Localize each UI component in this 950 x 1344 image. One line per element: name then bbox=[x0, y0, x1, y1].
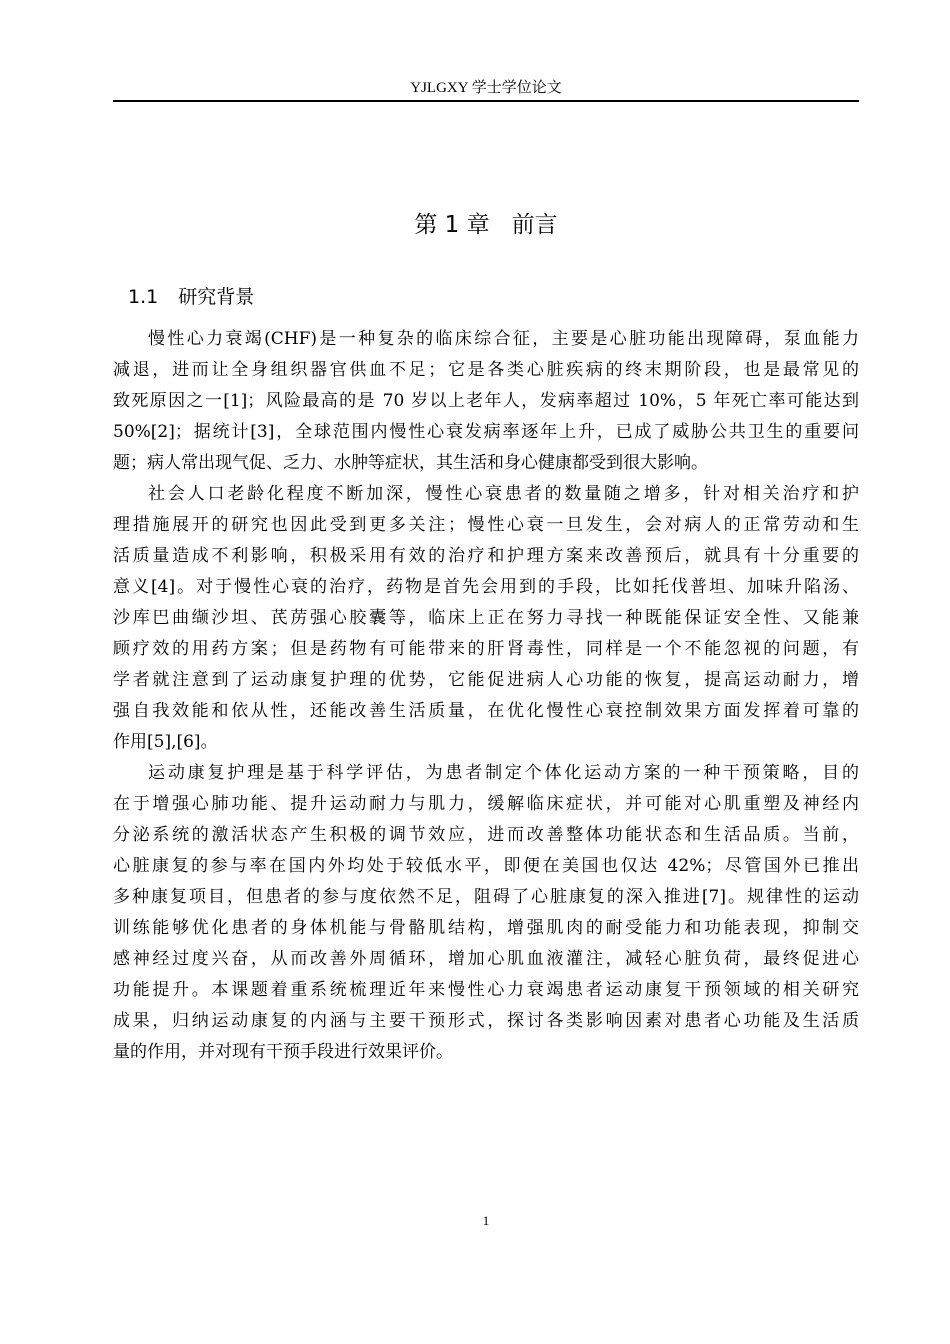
text-line: 顾疗效的用药方案；但是药物有可能带来的肝肾毒性，同样是一个不能忽视的问题，有 bbox=[113, 639, 859, 659]
text-line: 致死原因之一[1]；风险最高的是 70 岁以上老年人，发病率超过 10%，5 年死亡率可能达到 bbox=[113, 391, 859, 411]
text-line: 强自我效能和依从性，还能改善生活质量，在优化慢性心衰控制效果方面发挥着可靠的 bbox=[113, 701, 859, 721]
text-line: 减退，进而让全身组织器官供血不足；它是各类心脏疾病的终末期阶段，也是最常见的 bbox=[113, 360, 859, 380]
text-line: 多种康复项目，但患者的参与度依然不足，阻碍了心脏康复的深入推进[7]。规律性的运动 bbox=[113, 887, 859, 907]
text-line: 意义[4]。对于慢性心衰的治疗，药物是首先会用到的手段，比如托伐普坦、加味升陷汤、 bbox=[113, 577, 859, 597]
text-line: 分泌系统的激活状态产生积极的调节效应，进而改善整体功能状态和生活品质。当前， bbox=[113, 825, 859, 845]
text-line: 理措施展开的研究也因此受到更多关注；慢性心衰一旦发生，会对病人的正常劳动和生 bbox=[113, 515, 859, 535]
chapter-title bbox=[113, 210, 859, 240]
chapter-number: 第 1 章 bbox=[414, 212, 490, 238]
text-line: 功能提升。本课题着重系统梳理近年来慢性心力衰竭患者运动康复干预领域的相关研究 bbox=[113, 980, 859, 1000]
text-line: 训练能够优化患者的身体机能与骨骼肌结构，增强肌肉的耐受能力和功能表现，抑制交 bbox=[113, 918, 859, 938]
text-line: 题；病人常出现气促、乏力、水肿等症状，其生活和身心健康都受到很大影响。 bbox=[113, 453, 708, 473]
paragraph bbox=[113, 324, 859, 479]
paragraph bbox=[113, 479, 859, 758]
page-number: 1 bbox=[482, 1213, 490, 1228]
section-heading bbox=[128, 284, 254, 310]
text-line: 作用[5],[6]。 bbox=[113, 732, 218, 752]
section-name: 研究背景 bbox=[178, 286, 255, 308]
text-line: 50%[2]；据统计[3]，全球范围内慢性心衰发病率逐年上升，已成了威胁公共卫生的重要问 bbox=[113, 422, 859, 442]
text-line: 社会人口老龄化程度不断加深，慢性心衰患者的数量随之增多，针对相关治疗和护 bbox=[148, 484, 859, 504]
running-header: YJLGXY 学士学位论文 bbox=[410, 80, 562, 96]
text-line: 学者就注意到了运动康复护理的优势，它能促进病人心功能的恢复，提高运动耐力，增 bbox=[113, 670, 859, 690]
text-line: 沙库巴曲缬沙坦、芪苈强心胶囊等，临床上正在努力寻找一种既能保证安全性、又能兼 bbox=[113, 608, 859, 628]
chapter-name: 前言 bbox=[511, 212, 558, 238]
text-line: 心脏康复的参与率在国内外均处于较低水平，即便在美国也仅达 42%；尽管国外已推出 bbox=[113, 856, 859, 876]
text-line: 在于增强心肺功能、提升运动耐力与肌力，缓解临床症状，并可能对心肌重塑及神经内 bbox=[113, 794, 859, 814]
section-number: 1.1 bbox=[128, 286, 159, 308]
body-text bbox=[113, 324, 859, 1068]
header-rule bbox=[113, 100, 859, 102]
text-line: 成果，归纳运动康复的内涵与主要干预形式，探讨各类影响因素对患者心功能及生活质 bbox=[113, 1011, 859, 1031]
paragraph bbox=[113, 758, 859, 1068]
text-line: 量的作用，并对现有干预手段进行效果评价。 bbox=[113, 1042, 453, 1062]
text-line: 感神经过度兴奋，从而改善外周循环，增加心肌血液灌注，减轻心脏负荷，最终促进心 bbox=[113, 949, 859, 969]
text-line: 活质量造成不利影响，积极采用有效的治疗和护理方案来改善预后，就具有十分重要的 bbox=[113, 546, 859, 566]
text-line: 慢性心力衰竭(CHF)是一种复杂的临床综合征，主要是心脏功能出现障碍，泵血能力 bbox=[148, 329, 859, 349]
text-line: 运动康复护理是基于科学评估，为患者制定个体化运动方案的一种干预策略，目的 bbox=[148, 763, 859, 783]
